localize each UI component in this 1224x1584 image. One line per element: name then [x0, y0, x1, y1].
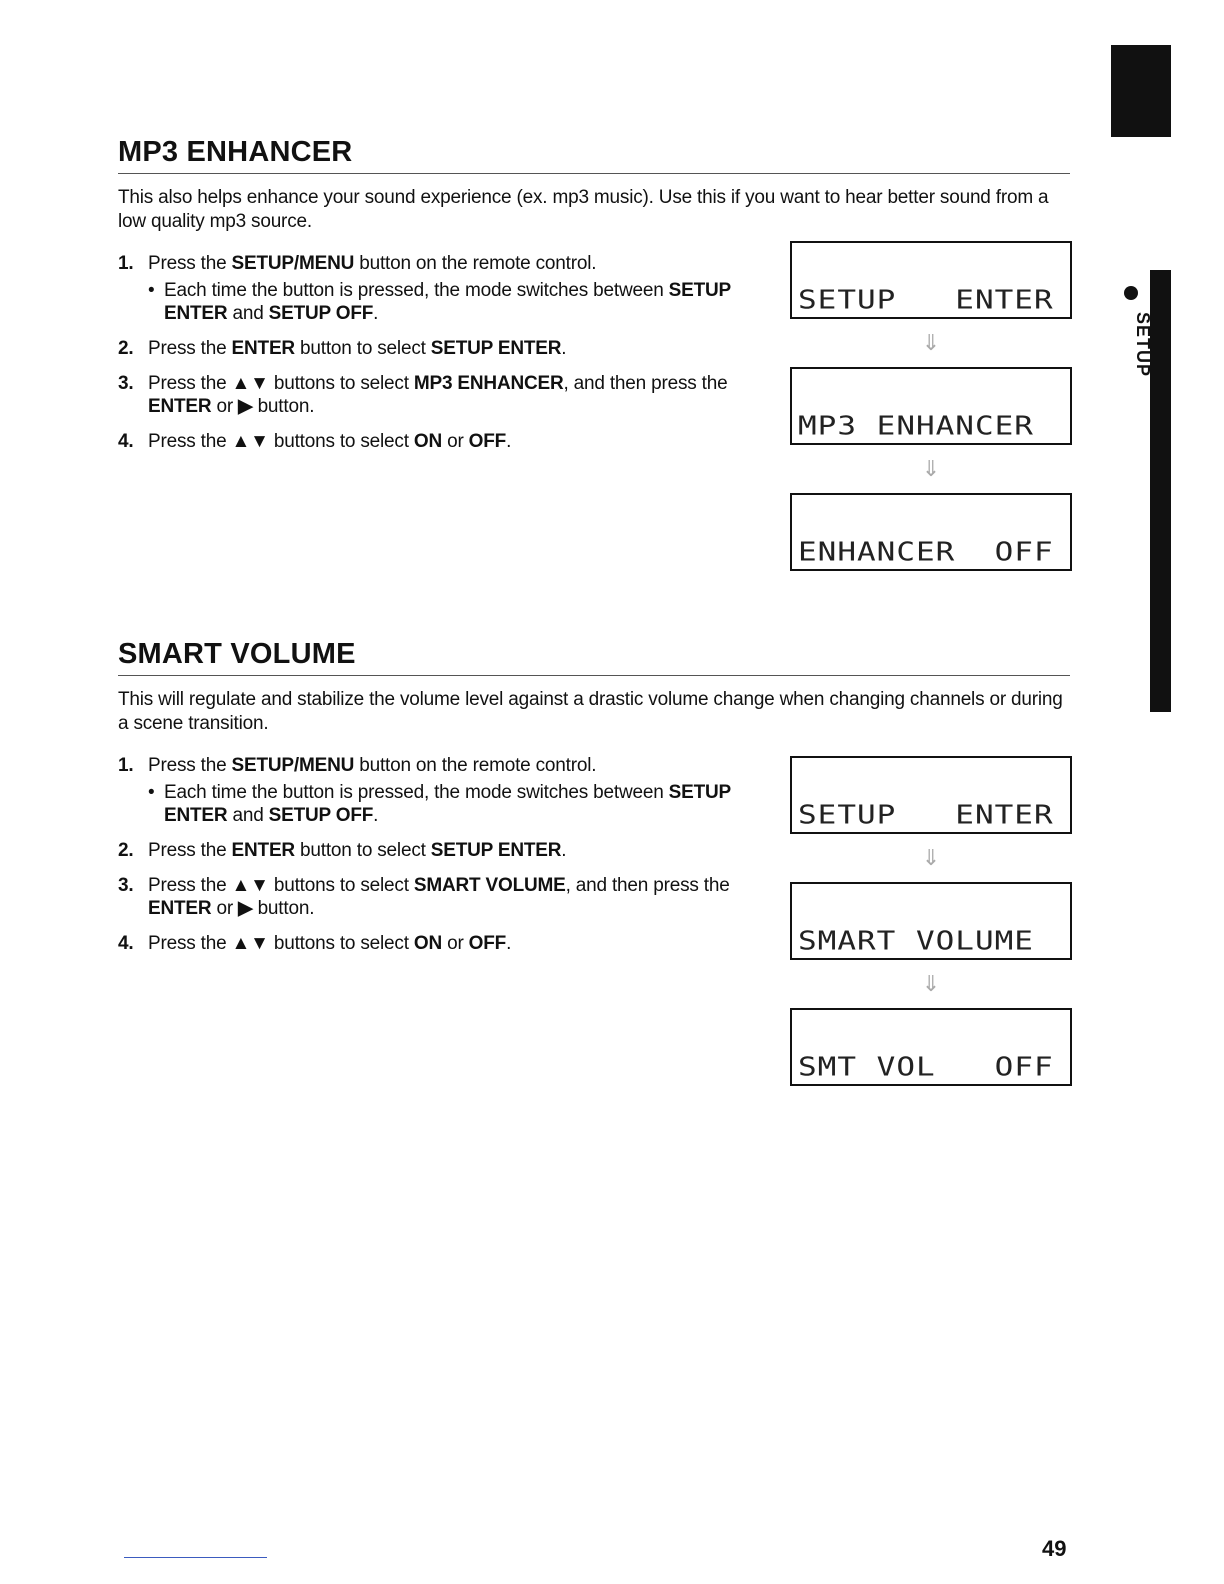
lcd-display: ENHANCER OFF	[790, 493, 1072, 571]
section-intro: This also helps enhance your sound experience (ex. mp3 music). Use this if you want to hear better sound from a low quality mp3 source.	[118, 187, 1049, 232]
section-intro: This will regulate and stabilize the volume level against a drastic volume change when changing channels or during a scene transition.	[118, 689, 1063, 734]
step-1: 1. Press the SETUP/MENU button on the remote control. • Each time the button is pressed, the mode switches between SETUP ENTER and SETUP OFF.	[118, 754, 748, 827]
section-title: MP3 ENHANCER	[118, 136, 1070, 174]
chapter-tab-block	[1111, 45, 1171, 137]
lcd-display: SMART VOLUME	[790, 882, 1072, 960]
page-number: 49	[1042, 1536, 1067, 1561]
display-sequence-smart-volume	[790, 756, 1072, 1086]
step-2: 2. Press the ENTER button to select SETUP ENTER.	[118, 840, 567, 861]
step-1-note: • Each time the button is pressed, the mode switches between SETUP ENTER and SETUP OFF.	[148, 782, 731, 826]
step-3: 3. Press the ▲▼ buttons to select SMART VOLUME, and then press the ENTER or ▶ button.	[118, 875, 730, 919]
lcd-display: SETUP ENTER	[790, 756, 1072, 834]
chapter-label: SETUP	[1133, 312, 1153, 378]
step-4: 4. Press the ▲▼ buttons to select ON or OFF.	[118, 431, 512, 452]
step-2: 2. Press the ENTER button to select SETUP ENTER.	[118, 338, 567, 359]
arrow-down-icon: ⇓	[921, 971, 941, 996]
arrow-down-icon: ⇓	[921, 845, 941, 870]
steps-list	[118, 754, 748, 955]
step-1-note: • Each time the button is pressed, the mode switches between SETUP ENTER and SETUP OFF.	[148, 280, 731, 324]
lcd-display: SETUP ENTER	[790, 241, 1072, 319]
display-sequence-mp3	[790, 241, 1072, 571]
arrow-down-icon: ⇓	[921, 330, 941, 355]
lcd-display: SMT VOL OFF	[790, 1008, 1072, 1086]
chapter-side-bar	[1150, 270, 1171, 712]
steps-list	[118, 252, 748, 453]
step-4: 4. Press the ▲▼ buttons to select ON or OFF.	[118, 933, 512, 954]
chapter-bullet-icon	[1124, 286, 1138, 300]
arrow-down-icon: ⇓	[921, 456, 941, 481]
footer-rule	[124, 1557, 267, 1558]
lcd-display: MP3 ENHANCER	[790, 367, 1072, 445]
section-title: SMART VOLUME	[118, 638, 1070, 676]
step-3: 3. Press the ▲▼ buttons to select MP3 ENHANCER, and then press the ENTER or ▶ button.	[118, 373, 728, 417]
step-1: 1. Press the SETUP/MENU button on the remote control. • Each time the button is pressed, the mode switches between SETUP ENTER and SETUP OFF.	[118, 252, 748, 325]
